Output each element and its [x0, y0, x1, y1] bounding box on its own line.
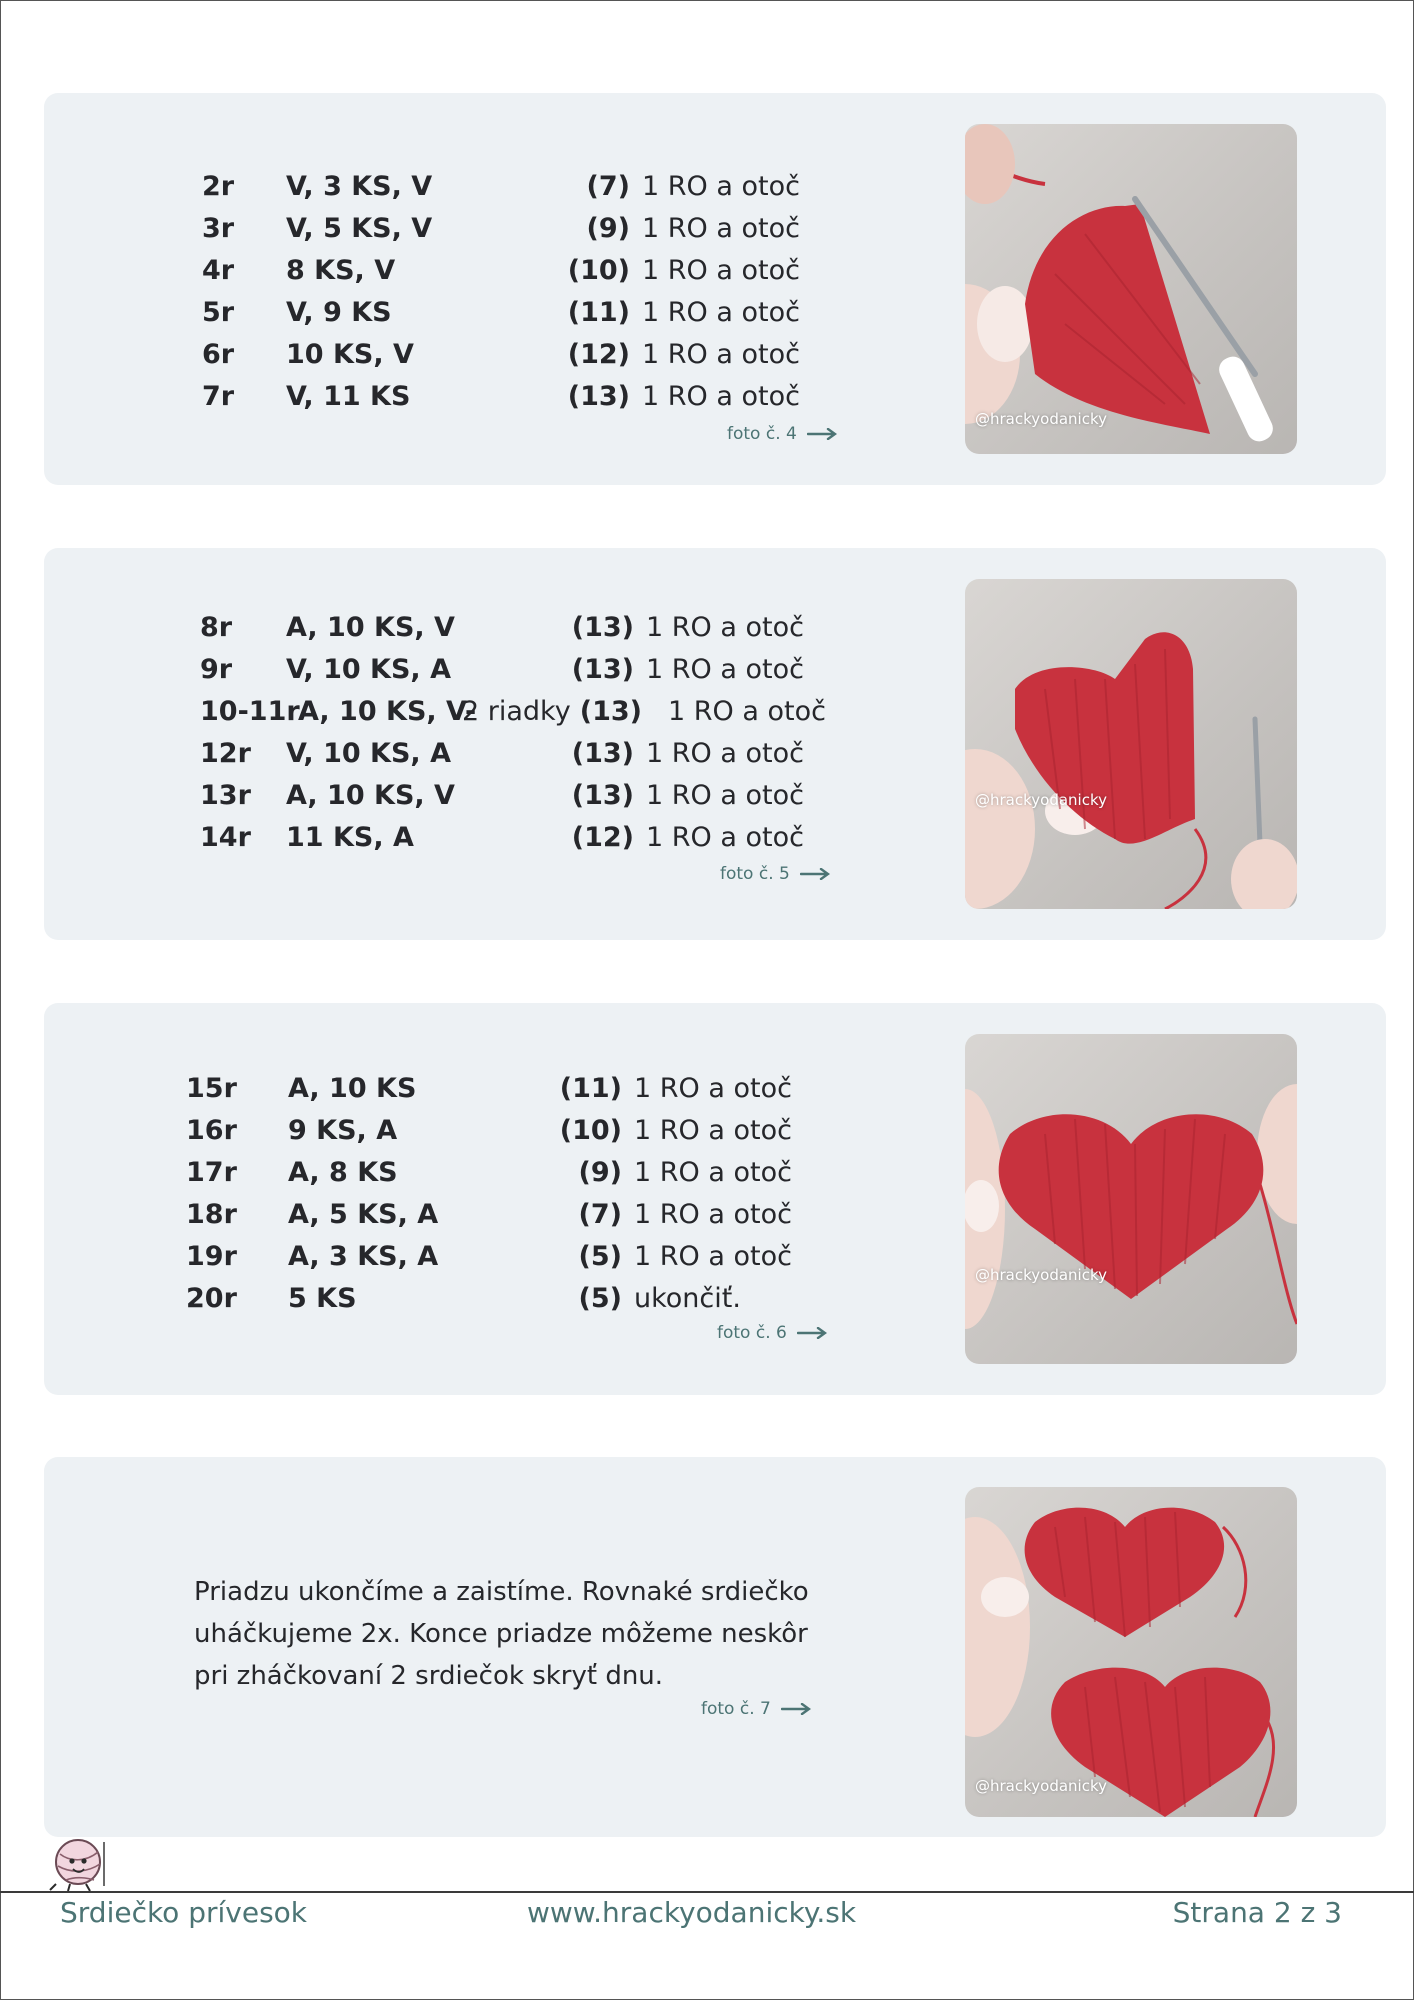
stitch-count: (7) — [586, 171, 630, 202]
row-instruction: V, 5 KS, V — [286, 213, 433, 244]
arrow-right-icon — [797, 1327, 827, 1339]
stitch-count: (12) — [567, 339, 630, 370]
row-number: 5r — [202, 297, 235, 328]
row-instruction: A, 10 KS, V — [286, 780, 455, 811]
stitch-count: (13) — [567, 381, 630, 412]
row-action: 1 RO a otoč — [634, 1073, 792, 1104]
two-hearts-illustration — [965, 1487, 1297, 1817]
row-action: ukončiť. — [634, 1283, 741, 1314]
crochet-photo-5 — [965, 579, 1297, 909]
row-action: 1 RO a otoč — [634, 1157, 792, 1188]
row-number: 7r — [202, 381, 235, 412]
stitch-count: (10) — [559, 1115, 622, 1146]
instruction-panel-3 — [44, 1003, 1386, 1395]
row-action: 1 RO a otoč — [642, 171, 800, 202]
row-instruction: A, 10 KS, V- — [298, 696, 477, 727]
row-action: 1 RO a otoč — [646, 822, 804, 853]
photo-watermark: @hrackyodanicky — [975, 410, 1107, 428]
row-instruction: 5 KS — [288, 1283, 357, 1314]
row-number: 14r — [200, 822, 251, 853]
crochet-photo-6 — [965, 1034, 1297, 1364]
row-instruction: A, 5 KS, A — [288, 1199, 439, 1230]
finished-heart-illustration — [965, 1034, 1297, 1364]
row-action: 1 RO a otoč — [646, 654, 804, 685]
stitch-count: (13) — [571, 654, 634, 685]
row-instruction: V, 11 KS — [286, 381, 411, 412]
photo-watermark: @hrackyodanicky — [975, 1266, 1107, 1284]
row-number: 19r — [186, 1241, 237, 1272]
row-number: 12r — [200, 738, 251, 769]
row-number: 16r — [186, 1115, 237, 1146]
stitch-count: (13) — [571, 780, 634, 811]
stitch-count: (11) — [567, 297, 630, 328]
row-action: 1 RO a otoč — [642, 381, 800, 412]
row-note: 2 riadky — [462, 696, 571, 727]
instruction-panel-1 — [44, 93, 1386, 485]
arrow-right-icon — [807, 428, 837, 440]
arrow-right-icon — [800, 868, 830, 880]
footer-page-number: Strana 2 z 3 — [1172, 1896, 1342, 1929]
row-number: 13r — [200, 780, 251, 811]
row-action: 1 RO a otoč — [634, 1199, 792, 1230]
row-number: 6r — [202, 339, 235, 370]
row-number: 15r — [186, 1073, 237, 1104]
photo-reference — [727, 424, 837, 444]
row-action: 1 RO a otoč — [646, 780, 804, 811]
photo-reference-label: foto č. 6 — [717, 1323, 787, 1343]
footer-document-title: Srdiečko prívesok — [60, 1896, 308, 1929]
footer-divider — [0, 1891, 1414, 1893]
paragraph-line: pri zháčkovaní 2 srdiečok skryť dnu. — [194, 1661, 664, 1691]
photo-reference-label: foto č. 4 — [727, 424, 797, 444]
row-action: 1 RO a otoč — [642, 213, 800, 244]
row-number: 8r — [200, 612, 233, 643]
stitch-count: (9) — [578, 1157, 622, 1188]
finishing-paragraph — [194, 1571, 834, 1697]
row-number: 18r — [186, 1199, 237, 1230]
paragraph-line: uháčkujeme 2x. Konce priadze môžeme neskôr — [194, 1619, 808, 1649]
row-instruction: 8 KS, V — [286, 255, 396, 286]
row-instruction: A, 8 KS — [288, 1157, 398, 1188]
row-instruction: V, 10 KS, A — [286, 654, 451, 685]
arrow-right-icon — [781, 1703, 811, 1715]
stitch-count: (13) — [579, 696, 642, 727]
row-number: 20r — [186, 1283, 237, 1314]
row-instruction: A, 10 KS, V — [286, 612, 455, 643]
footer-website: www.hrackyodanicky.sk — [527, 1896, 857, 1929]
yarn-ball-logo — [46, 1836, 112, 1892]
stitch-count: (13) — [571, 738, 634, 769]
row-action: 1 RO a otoč — [646, 738, 804, 769]
row-instruction: A, 10 KS — [288, 1073, 417, 1104]
row-instruction: A, 3 KS, A — [288, 1241, 439, 1272]
instruction-panel-2 — [44, 548, 1386, 940]
row-number: 2r — [202, 171, 235, 202]
crochet-photo-4 — [965, 124, 1297, 454]
half-heart-illustration — [965, 124, 1297, 454]
row-action: 1 RO a otoč — [634, 1241, 792, 1272]
row-number: 3r — [202, 213, 235, 244]
stitch-count: (11) — [559, 1073, 622, 1104]
row-action: 1 RO a otoč — [642, 255, 800, 286]
stitch-count: (10) — [567, 255, 630, 286]
stitch-count: (5) — [578, 1241, 622, 1272]
row-number: 9r — [200, 654, 233, 685]
stitch-count: (5) — [578, 1283, 622, 1314]
row-instruction: V, 3 KS, V — [286, 171, 433, 202]
row-instruction: 9 KS, A — [288, 1115, 398, 1146]
photo-reference-label: foto č. 7 — [701, 1699, 771, 1719]
stitch-count: (12) — [571, 822, 634, 853]
row-number: 4r — [202, 255, 235, 286]
row-instruction: V, 9 KS — [286, 297, 392, 328]
row-action: 1 RO a otoč — [634, 1115, 792, 1146]
heart-in-progress-illustration — [965, 579, 1297, 909]
crochet-photo-7 — [965, 1487, 1297, 1817]
row-action: 1 RO a otoč — [642, 339, 800, 370]
stitch-count: (7) — [578, 1199, 622, 1230]
photo-watermark: @hrackyodanicky — [975, 1777, 1107, 1795]
row-action: 1 RO a otoč — [642, 297, 800, 328]
row-instruction: 11 KS, A — [286, 822, 414, 853]
stitch-count: (13) — [571, 612, 634, 643]
row-number: 17r — [186, 1157, 237, 1188]
photo-reference — [717, 1323, 827, 1343]
paragraph-line: Priadzu ukončíme a zaistíme. Rovnaké srdiečko — [194, 1577, 809, 1607]
row-number: 10-11r — [200, 696, 300, 727]
row-action: 1 RO a otoč — [668, 696, 826, 727]
row-instruction: 10 KS, V — [286, 339, 414, 370]
instruction-panel-4 — [44, 1457, 1386, 1837]
photo-reference — [701, 1699, 811, 1719]
stitch-count: (9) — [586, 213, 630, 244]
photo-watermark: @hrackyodanicky — [975, 791, 1107, 809]
row-action: 1 RO a otoč — [646, 612, 804, 643]
row-instruction: V, 10 KS, A — [286, 738, 451, 769]
photo-reference — [720, 864, 830, 884]
photo-reference-label: foto č. 5 — [720, 864, 790, 884]
